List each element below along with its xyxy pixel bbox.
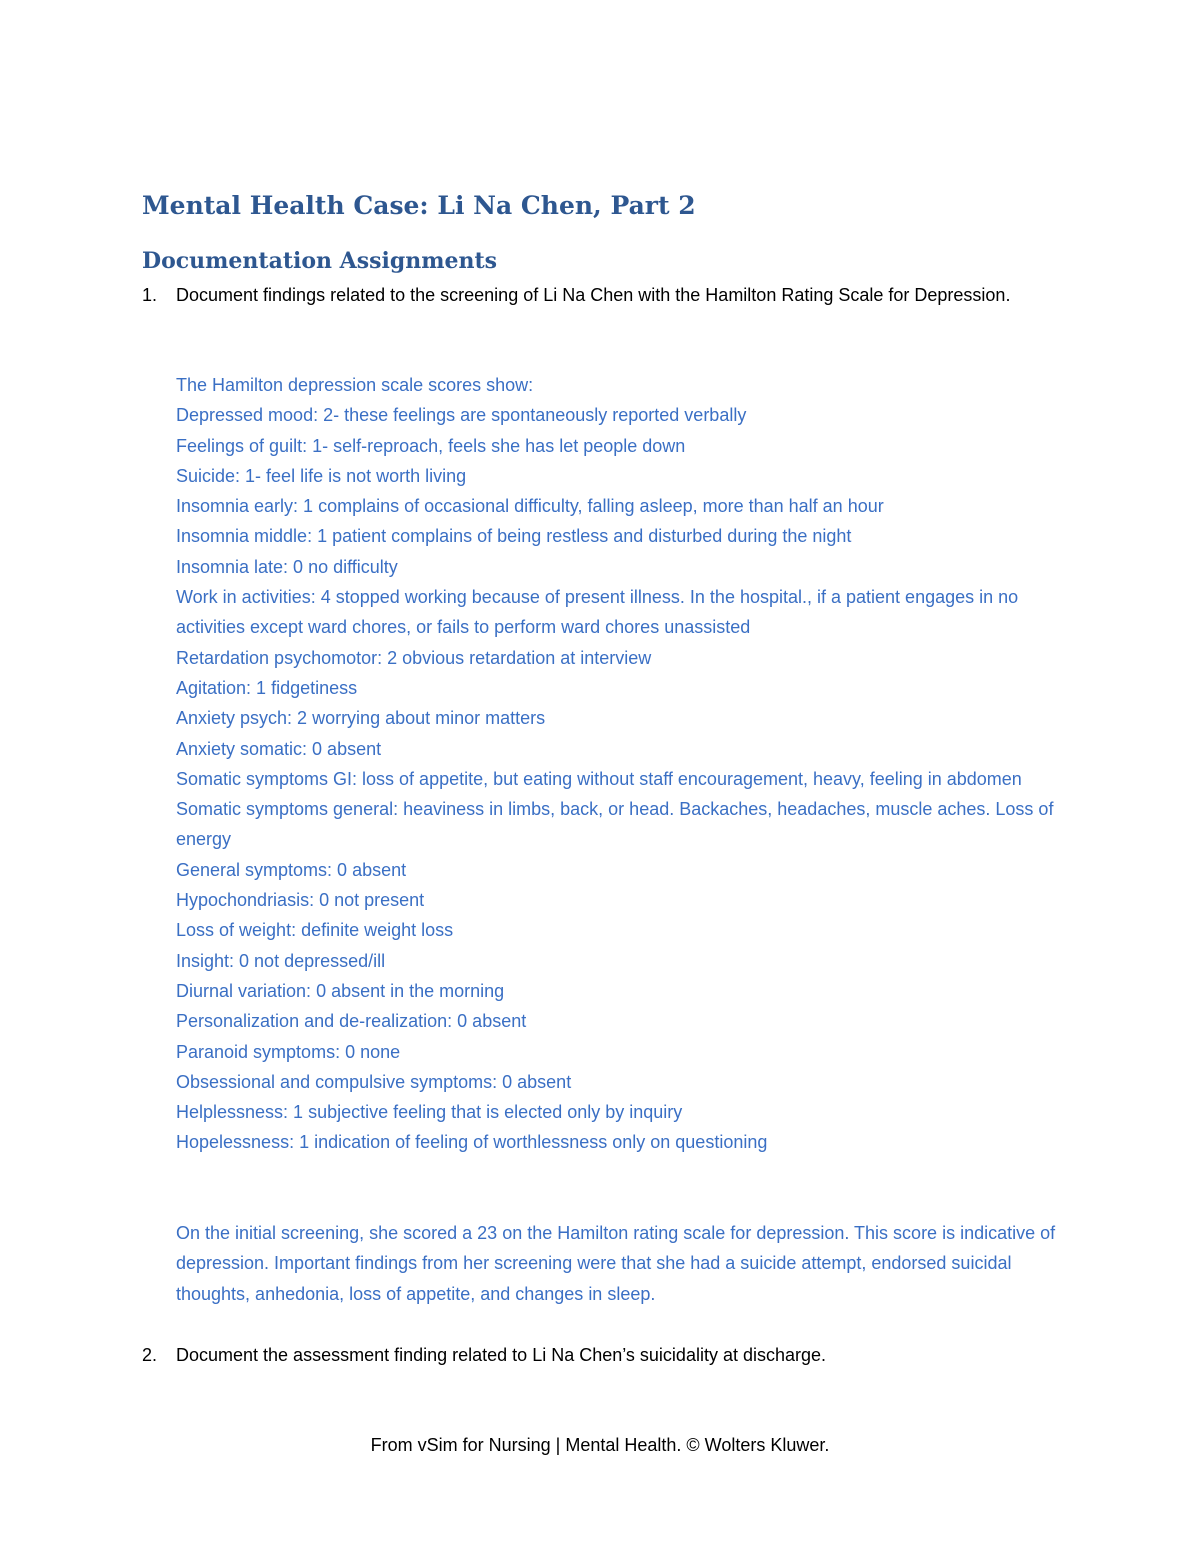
score-item: Anxiety psych: 2 worrying about minor matters <box>176 708 546 729</box>
screening-summary <box>176 1218 1061 1309</box>
score-item: Anxiety somatic: 0 absent <box>176 738 382 759</box>
score-item: Paranoid symptoms: 0 none <box>176 1041 401 1062</box>
score-item: Hypochondriasis: 0 not present <box>176 890 425 911</box>
score-item: Agitation: 1 fidgetiness <box>176 677 358 698</box>
score-item: Obsessional and compulsive symptoms: 0 absent <box>176 1071 572 1092</box>
assignment-item <box>142 1340 1052 1370</box>
score-item: Helplessness: 1 subjective feeling that is elected only by inquiry <box>176 1102 683 1123</box>
score-item: Retardation psychomotor: 2 obvious retardation at interview <box>176 647 652 668</box>
summary-text: On the initial screening, she scored a 23 on the Hamilton rating scale for depression. This score is indicative of depression. Important findings from her screening were that she had a suicide attempt, endorsed suicidal thoughts, anhedonia, loss of appetite, and changes in sleep. <box>176 1223 1056 1304</box>
hamilton-scores-block <box>176 370 1061 1158</box>
score-item: Somatic symptoms GI: loss of appetite, but eating without staff encouragement, heavy, feeling in abdomen <box>176 768 1022 789</box>
score-item: Insomnia middle: 1 patient complains of being restless and disturbed during the night <box>176 526 852 547</box>
score-item: Depressed mood: 2- these feelings are spontaneously reported verbally <box>176 405 747 426</box>
assignment-number: 2. <box>142 1345 158 1365</box>
scores-intro: The Hamilton depression scale scores show: <box>176 375 534 395</box>
assignment-item <box>142 280 1052 310</box>
page-footer: From vSim for Nursing | Mental Health. © Wolters Kluwer. <box>370 1435 830 1455</box>
assignment-text: Document the assessment finding related to Li Na Chen’s suicidality at discharge. <box>176 1345 827 1365</box>
score-item: Diurnal variation: 0 absent in the morning <box>176 980 505 1001</box>
score-item: Somatic symptoms general: heaviness in limbs, back, or head. Backaches, headaches, muscle aches. Loss of energy <box>176 799 1054 850</box>
score-item: Work in activities: 4 stopped working because of present illness. In the hospital., if a patient engages in no activities except ward chores, or fails to perform ward chores unassisted <box>176 587 1019 638</box>
score-item: General symptoms: 0 absent <box>176 859 407 880</box>
score-item: Insomnia late: 0 no difficulty <box>176 556 398 577</box>
assignment-text: Document findings related to the screening of Li Na Chen with the Hamilton Rating Scale for Depression. <box>176 285 1011 305</box>
score-item: Feelings of guilt: 1- self-reproach, feels she has let people down <box>176 435 686 456</box>
score-item: Loss of weight: definite weight loss <box>176 920 454 941</box>
score-item: Personalization and de-realization: 0 absent <box>176 1011 527 1032</box>
score-item: Insomnia early: 1 complains of occasional difficulty, falling asleep, more than half an hour <box>176 496 884 517</box>
page-title: Mental Health Case: Li Na Chen, Part 2 <box>142 191 696 220</box>
score-item: Hopelessness: 1 indication of feeling of worthlessness only on questioning <box>176 1132 768 1153</box>
section-heading: Documentation Assignments <box>142 248 498 274</box>
score-item: Suicide: 1- feel life is not worth living <box>176 465 467 486</box>
assignment-number: 1. <box>142 285 158 305</box>
score-item: Insight: 0 not depressed/ill <box>176 950 386 971</box>
